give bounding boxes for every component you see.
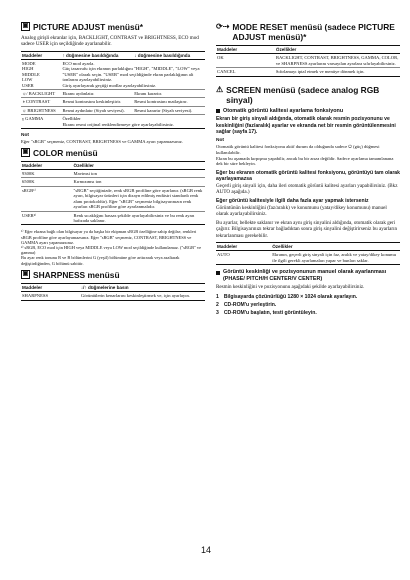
screen-note-1: Otomatik görüntü kalitesi fonksiyonu aktif durum da olduğunda sadece ⏻ (güç) düğmesi kullanılabilir. bbox=[216, 144, 380, 155]
table-cell: CANCEL bbox=[216, 68, 275, 76]
step-text: CD-ROM'u başlatın, testi görüntüleyin. bbox=[223, 310, 317, 317]
table-row bbox=[21, 106, 205, 114]
table-cell: Özellikler Ekranı resmi orijinal renklendirmeye göre ayarlayabilirsiniz. bbox=[61, 115, 205, 129]
table-header-cell: Maddeler bbox=[217, 244, 238, 250]
table-row bbox=[21, 178, 205, 186]
table-body bbox=[216, 251, 400, 265]
color-table bbox=[21, 161, 205, 226]
picture-adjust-icon: ▣ bbox=[22, 23, 29, 29]
table-row bbox=[216, 68, 400, 76]
table-cell: ☼/ BACKLIGHT bbox=[21, 90, 61, 98]
table-row bbox=[21, 186, 205, 211]
page-number: 14 bbox=[200, 545, 211, 555]
table-header-cell: Özellikler bbox=[272, 244, 293, 250]
memory-text: Bu ayarlar, bellekte saklanır ve ekran aynı giriş sinyalini aldığında, otomatik olarak geri çağırır. Bilgisayarınızı tekrar bağladıktan sonra giriş sinyalini değiştirirseniz bu ayarların tekrarlanması gerekebilir. bbox=[216, 220, 398, 239]
screen-title: SCREEN menüsü (sadece analog RGB sinyal) bbox=[226, 84, 380, 105]
note-label: Not bbox=[216, 138, 224, 144]
auto-quality-subheading bbox=[216, 108, 400, 115]
sharpness-title: SHARPNESS menüsü bbox=[33, 269, 120, 280]
table-cell: Mavimsi ton bbox=[73, 170, 205, 178]
table-cell: Renk sıcaklığını hassas şekilde ayarlayabilirsiniz ve bu renk ayarı hafızada saklanır. bbox=[73, 211, 205, 225]
table-cell: MODE HIGH MIDDLE LOW USER bbox=[21, 60, 61, 90]
table-header-cell: Özellikler bbox=[275, 47, 297, 52]
table-cell: USER²⁾ bbox=[21, 211, 73, 225]
table-cell: Ekranı aydınlatır. bbox=[61, 90, 133, 98]
table-cell: ☼ BRIGHTNESS bbox=[21, 106, 61, 114]
more-adjust-text: Görüntünün keskinliğini (faz/aralık) ve konumunu (yatay/dikey konumunu) manuel olarak ayarlayabilirsiniz. bbox=[216, 204, 387, 217]
mode-reset-table bbox=[216, 45, 400, 77]
color-heading bbox=[21, 148, 205, 158]
screen-icon: ⚠ bbox=[216, 84, 224, 94]
table-cell: ECO mod ayarla. Güç tasarrufu için ekranın parlaklığını "HIGH", "MIDDLE", "LOW" veya "USER" olarak seçin. "USER" mod seçildiğinde ekran parlaklığının alt tonlarını ayarlayabilirsiniz. Giriş ayarlayarak geçtiği modlar ayarlayabilirsiniz. bbox=[61, 60, 205, 90]
table-cell: BACKLIGHT, CONTRAST, BRIGHTNESS, GAMMA, COLOR, ve SHARPNESS ayarlarını varsayılan ayarlara sıfırlayabilirsiniz. bbox=[275, 55, 399, 66]
table-header-cell: Maddeler bbox=[22, 52, 43, 58]
table-cell: 6500K bbox=[21, 178, 73, 186]
picture-adjust-heading bbox=[21, 22, 205, 32]
step-number: 3 bbox=[216, 310, 219, 317]
table-header-row bbox=[21, 161, 205, 169]
table-cell: AUTO bbox=[216, 251, 271, 265]
manual-adjust-intro: Resmin keskinliğini ve pozisyonunu aşağıdaki şekilde ayarlayabilirsiniz. bbox=[216, 284, 365, 291]
table-body bbox=[216, 54, 400, 76]
sharpness-heading bbox=[21, 270, 205, 280]
table-header-cell: Maddeler bbox=[22, 162, 43, 168]
screen-note-2: Ekran bu aşamada kırpışma yapabilir, ancak bu bir arıza değildir. Sadece ayarlama tamamlanana dek bir süre bekleyin. bbox=[216, 155, 394, 167]
picture-adjust-table bbox=[21, 51, 205, 129]
color-icon: ▣ bbox=[22, 148, 29, 155]
table-cell: OK bbox=[216, 54, 275, 68]
right-column bbox=[216, 22, 400, 319]
left-column bbox=[21, 22, 205, 305]
step-number: 2 bbox=[216, 301, 219, 308]
table-body bbox=[21, 292, 205, 300]
step-text: Bilgisayarda çözünürlüğü 1280 × 1024 olarak ayarlayın. bbox=[223, 293, 358, 300]
note-label: Not bbox=[21, 133, 29, 139]
step-item bbox=[216, 294, 400, 300]
table-row bbox=[21, 170, 205, 178]
sharpness-table bbox=[21, 283, 205, 301]
mode-reset-icon: ⟳⇢ bbox=[216, 22, 230, 31]
manual-adjust-subheading bbox=[216, 269, 400, 282]
table-header-cell: ↓ düğmesine basıldığında bbox=[134, 52, 191, 58]
table-header-cell: Maddeler bbox=[217, 47, 238, 52]
table-cell: Kırmızımsı ton bbox=[73, 178, 205, 186]
footnote: ¹⁾ Eğer ekrana bağlı olan bilgisayar ya da başka bir ekipman sRGB özelliğine sahip değilse, renkleri sRGB profiline göre ayarlayamazsınız. Eğer "sRGB" seçmeniz, CONTRAST, BRIGHTNESS ve GAMMA ayarı yapamazsınız. bbox=[21, 229, 197, 245]
step-text: CD-ROM'u yerleştirin. bbox=[223, 301, 277, 308]
table-row bbox=[216, 251, 400, 265]
mode-reset-title: MODE RESET menüsü (sadece PICTURE ADJUST menüsü)* bbox=[232, 22, 395, 42]
manual-adjust-subheading-text: Görüntü keskinliği ve pozisyonunun manuel olarak ayarlanması (PHASE/ PITCH/H CENTER/V CENTER) bbox=[223, 269, 387, 282]
picture-adjust-note: Eğer "sRGB" seçmeniz, CONTRAST, BRIGHTNESS ve GAMMA ayarı yapamazsınız. bbox=[21, 139, 183, 145]
bullet-square-icon bbox=[216, 109, 220, 113]
screen-heading bbox=[216, 85, 400, 105]
auto-quality-description: Ekran bir giriş sinyali aldığında, otomatik olarak resmin pozisyonunu ve keskinliğini (faz/aralık) ayarlar ve ekranda net bir resmin görüntülenmesini sağlar (sayfa 17). bbox=[216, 116, 396, 135]
table-cell: Resmi kontrastını matlaştırır. bbox=[133, 98, 205, 106]
table-cell: Ekranın, geçerli giriş sinyali için faz, aralık ve yatay/dikey konumu ile ilgili gerekli ayarlamaları yapar ve bunları saklar. bbox=[271, 251, 400, 265]
table-cell: ◑ CONTRAST bbox=[21, 98, 61, 106]
table-header-row bbox=[216, 46, 400, 54]
footnote: ²⁾ sRGB, ECO mod için HIGH veya MIDDLE veya LOW mod seçildiğinde kullanılamaz. ("sRGB" ve gamma) bbox=[21, 244, 202, 256]
table-cell: Sıfırlamayı iptal etmek ve menüye dönmek için. bbox=[275, 68, 400, 76]
table-cell: Görüntülerin kenarlarını keskinleştirmek ve, için ayarlayın. bbox=[80, 292, 205, 300]
table-row bbox=[21, 292, 205, 300]
step-list bbox=[216, 294, 400, 317]
table-header-cell: ↑ düğmesine basıldığında bbox=[62, 52, 119, 58]
table-row bbox=[21, 60, 205, 90]
table-row bbox=[21, 115, 205, 129]
table-cell: Resmi karartır (Siyah seviyesi). bbox=[133, 106, 205, 114]
step-item bbox=[216, 302, 400, 308]
table-row bbox=[216, 54, 400, 68]
table-cell: Resmi kontrastını keskinleştirir. bbox=[61, 98, 133, 106]
table-header-cell: Özellikler bbox=[73, 162, 94, 168]
table-row bbox=[21, 211, 205, 225]
more-adjust-heading: Eğer görüntü kalitesiyle ilgili daha fazla ayar yapmak isterseniz bbox=[216, 198, 369, 205]
auto-fail-text: Geçerli giriş sinyali için, daha ileri otomatik görüntü kalitesi ayarları yapabilirsiniz. (Bkz AUTO aşağıda.) bbox=[216, 182, 398, 195]
step-number: 1 bbox=[216, 293, 219, 300]
table-header-row bbox=[21, 51, 205, 59]
auto-quality-subheading-text: Otomatik görüntü kalitesi ayarlama fonksiyonu bbox=[223, 107, 344, 114]
table-body bbox=[21, 60, 205, 129]
mode-reset-heading bbox=[216, 22, 400, 42]
table-header-row bbox=[21, 283, 205, 291]
footnote: Bu ayar renk tonunu R ve B bölümlerini G (yeşil) bölümüne göre arttırarak veya azaltarak değiştirdiğinden, G bölümü sabittir. bbox=[21, 255, 180, 266]
table-cell: SHARPNESS bbox=[21, 292, 80, 300]
picture-adjust-intro: Analog girişli ekranlar için, BACKLIGHT, CONTRAST ve BRIGHTNESS, ECO mod sadece USER için seçildiğinde ayarlanabilir. bbox=[21, 35, 199, 48]
screen-table bbox=[216, 242, 400, 265]
table-header-cell: ↓/↑ düğmelerine basın bbox=[80, 284, 129, 290]
table-row bbox=[21, 90, 205, 98]
bullet-square-icon bbox=[216, 271, 220, 275]
table-cell: Resmi aydınlatır (Siyah seviyesi). bbox=[61, 106, 133, 114]
table-header-cell: Maddeler bbox=[22, 284, 43, 290]
table-cell: Ekranı karartır. bbox=[133, 90, 205, 98]
step-item bbox=[216, 310, 400, 316]
auto-fail-heading: Eğer bu ekranın otomatik görüntü kalitesi fonksiyonu, görüntüyü tam olarak ayarlayamazsa bbox=[216, 169, 400, 183]
picture-adjust-title: PICTURE ADJUST menüsü* bbox=[33, 22, 143, 32]
table-header-row bbox=[216, 243, 400, 251]
sharpness-icon: ▣ bbox=[22, 270, 29, 277]
table-row bbox=[21, 98, 205, 106]
table-cell: γ GAMMA bbox=[21, 115, 61, 129]
table-cell: "sRGB" seçtiğinizde, renk sRGB profiline göre ayarlanır. (sRGB renk ayarı, bilgisayar ürünleri için dizayn edilmiş endüstri standardı renk alanı protokoldür). Eğer "sRGB" seçmeniz bilgisayarınızın renk ayarları sRGB profiline göre ayarlanmalıdır. bbox=[73, 186, 205, 211]
table-body bbox=[21, 170, 205, 225]
color-footnotes bbox=[21, 229, 205, 265]
table-cell: 9300K bbox=[21, 170, 73, 178]
color-title: COLOR menüsü bbox=[33, 147, 98, 158]
table-cell: sRGB¹⁾ bbox=[21, 186, 73, 211]
